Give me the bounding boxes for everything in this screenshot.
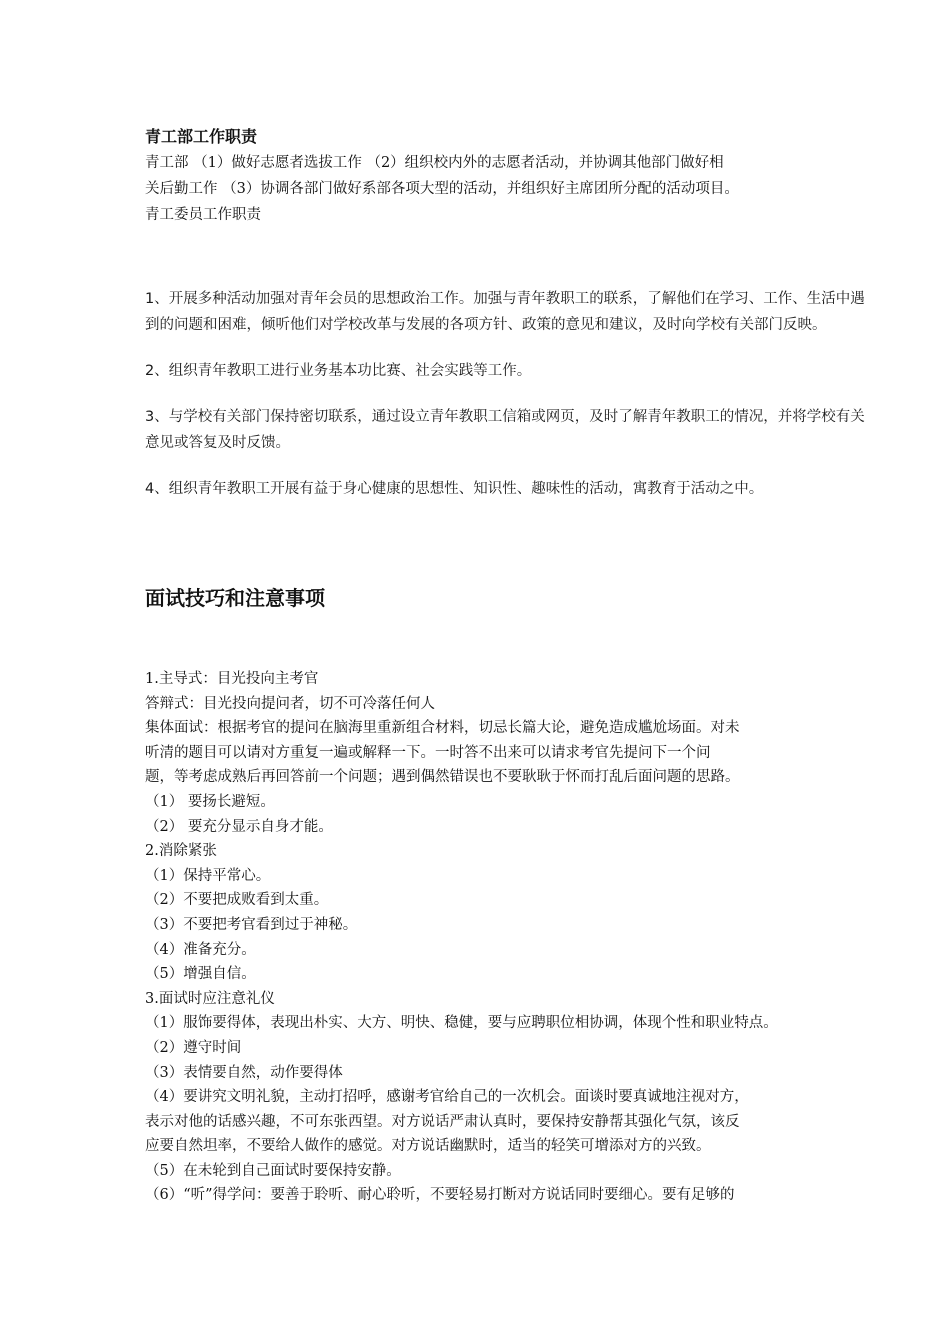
text-line: （2）不要把成败看到太重。	[145, 892, 329, 909]
duty-item: 3、与学校有关部门保持密切联系，通过设立青年教职工信箱或网页，及时了解青年教职工的情况，并将学校有关意见或答复及时反馈。	[145, 409, 865, 451]
text-line: 集体面试：根据考官的提问在脑海里重新组合材料，切忌长篇大论，避免造成尴尬场面。对未	[145, 720, 740, 737]
text-line: 听清的题目可以请对方重复一遍或解释一下。一时答不出来可以请求考官先提问下一个问	[145, 744, 711, 761]
interview-tips	[145, 667, 825, 1208]
duties-list	[145, 286, 870, 522]
text-line: 1.主导式：目光投向主考官	[145, 671, 319, 687]
text-line: 答辩式：目光投向提问者，切不可冷落任何人	[145, 695, 435, 712]
text-line: （5）增强自信。	[145, 966, 256, 983]
paragraph-line: 关后勤工作 （3）协调各部门做好系部各项大型的活动，并组织好主席团所分配的活动项目。	[145, 181, 739, 197]
text-line: 2.消除紧张	[145, 843, 217, 860]
text-line: （1）服饰要得体，表现出朴实、大方、明快、稳健，要与应聘职位相协调，体现个性和职业特点。	[145, 1015, 778, 1032]
interview-section-title: 面试技巧和注意事项	[145, 586, 325, 610]
text-line: （3）不要把考官看到过于神秘。	[145, 916, 358, 933]
duty-item: 2、组织青年教职工进行业务基本功比赛、社会实践等工作。	[145, 363, 532, 379]
paragraph-line: 青工部 （1）做好志愿者选拔工作 （2）组织校内外的志愿者活动，并协调其他部门做好相	[145, 155, 724, 171]
duty-item: 4、组织青年教职工开展有益于身心健康的思想性、知识性、趣味性的活动，寓教育于活动之中。	[145, 481, 764, 497]
text-line: （3）表情要自然，动作要得体	[145, 1064, 343, 1081]
section-heading: 青工部工作职责	[145, 127, 258, 146]
text-line: 表示对他的话感兴趣，不可东张西望。对方说话严肃认真时，要保持安静帮其强化气氛，该反	[145, 1113, 740, 1130]
duty-item: 1、开展多种活动加强对青年会员的思想政治工作。加强与青年教职工的联系，了解他们在学习、工作、生活中遇到的问题和困难，倾听他们对学校改革与发展的各项方针、政策的意见和建议，及时向学校有关部门反映。	[145, 291, 865, 333]
text-line: 应要自然坦率，不要给人做作的感觉。对方说话幽默时，适当的轻笑可增添对方的兴致。	[145, 1138, 711, 1155]
youth-department-section	[145, 124, 825, 228]
text-line: （6）“听”得学问：要善于聆听、耐心聆听，不要轻易打断对方说话同时要细心。要有足够的	[145, 1187, 735, 1204]
text-line: （1） 要扬长避短。	[145, 793, 275, 810]
text-line: （2） 要充分显示自身才能。	[145, 818, 333, 835]
text-line: （2）遵守时间	[145, 1039, 242, 1056]
text-line: （5）在未轮到自己面试时要保持安静。	[145, 1162, 401, 1179]
text-line: 题，等考虑成熟后再回答前一个问题；遇到偶然错误也不要耿耿于怀而打乱后面问题的思路。	[145, 769, 740, 786]
text-line: （4）准备充分。	[145, 941, 256, 958]
text-line: 3.面试时应注意礼仪	[145, 990, 275, 1007]
text-line: （1）保持平常心。	[145, 867, 271, 884]
section-subheading: 青工委员工作职责	[145, 207, 261, 223]
text-line: （4）要讲究文明礼貌，主动打招呼，感谢考官给自己的一次机会。面谈时要真诚地注视对方，	[145, 1089, 749, 1106]
